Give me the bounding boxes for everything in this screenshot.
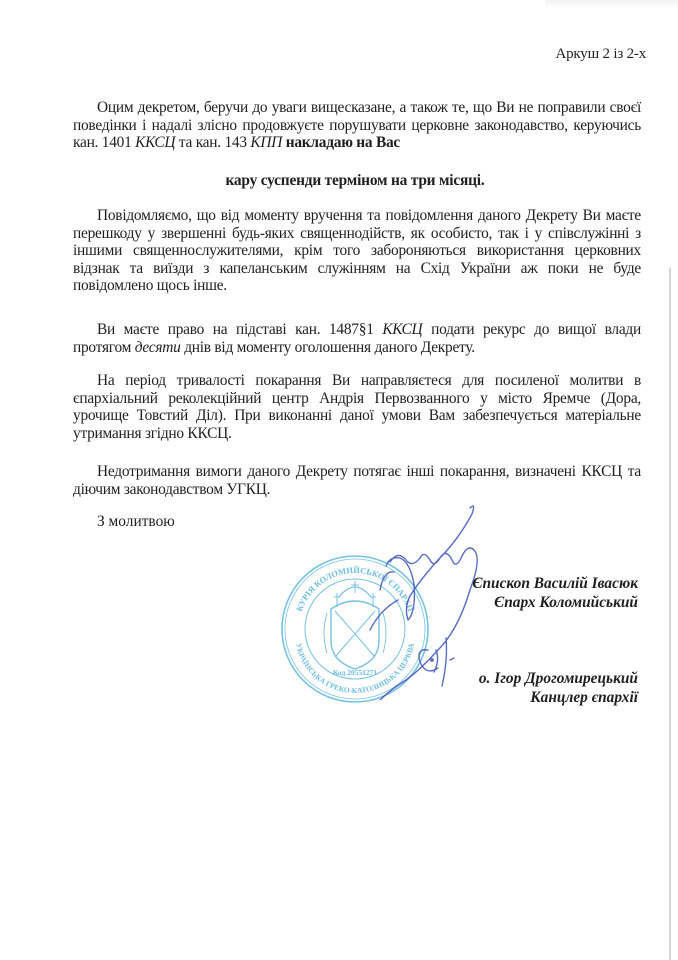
text: подати рекурс до вищої влади протягом <box>73 321 641 356</box>
signatory-name: Єпископ Василій Івасюк <box>472 575 638 592</box>
text: Ви маєте право на підставі кан. 1487§1 <box>97 321 383 338</box>
bold-text: накладаю на Вас <box>285 134 401 151</box>
paragraph-decree <box>73 99 641 152</box>
signatory-title: Єпарх Коломийський <box>494 594 638 611</box>
signatory-title: Канцлер єпархії <box>530 689 638 706</box>
italic-word: десяти <box>134 338 181 356</box>
text: та кан. 143 <box>175 134 251 151</box>
signatory-chancellor <box>479 669 638 707</box>
stamp-top-text: КУРІЯ КОЛОМИЙСЬКОЇ ЄПАРХІЇ <box>294 564 416 613</box>
paragraph-retreat: На період тривалості покарання Ви направляєтеся для посиленої молитви в єпархіальний реколекційний центр Андрія Первозванного у місто Яремче (Дора, урочище Товстий Діл). При виконанні даної умови Вам забезпечується матеріальне утримання згідно ККСЦ. <box>73 372 641 442</box>
italic-code: ККСЦ <box>382 321 423 338</box>
paragraph-consequences: Недотримання вимоги даного Декрету потягає інші покарання, визначені ККСЦ та діючим законодавством УГКЦ. <box>73 463 641 498</box>
page-edge-line <box>669 268 671 960</box>
bishop-signature <box>370 506 477 700</box>
stamp-bottom-text: УКРАЇНСЬКА ГРЕКО-КАТОЛИЦЬКА ЦЕРКВА <box>293 642 417 696</box>
stamp-code: Код 20551271 <box>332 668 378 677</box>
paragraph-recourse <box>73 321 641 356</box>
chancellor-signature <box>419 638 454 686</box>
scan-shadow <box>545 0 678 8</box>
closing-phrase: З молитвою <box>97 513 175 530</box>
signatory-name: о. Ігор Дрогомирецький <box>478 670 638 687</box>
text: Оцим декретом, беручи до уваги вищесказане, а також те, що Ви не поправили своєї поведінки і надалі злісно продовжуєте порушувати церковне законодавство, керуючись кан. 1401 <box>73 99 641 151</box>
italic-code: КПП <box>250 134 283 151</box>
signatory-bishop <box>472 574 638 612</box>
penalty-line: кару суспенди терміном на три місяці. <box>225 172 485 189</box>
text: днів від моменту оголошення даного Декрету. <box>180 338 475 356</box>
paragraph-notification: Повідомляємо, що від моменту вручення та повідомлення даного Декрету Ви маєте перешкоду у звершенні будь-яких священнодійств, як особисто, так і у співслужінні з іншими священнослужителями, крім того забороняються використання церковних відзнак та виїзди з капеланським служінням на Схід України аж поки не буде повідомлено щось інше. <box>73 207 641 294</box>
italic-code: ККСЦ <box>135 134 176 151</box>
sheet-number: Аркуш 2 із 2-х <box>555 46 646 62</box>
